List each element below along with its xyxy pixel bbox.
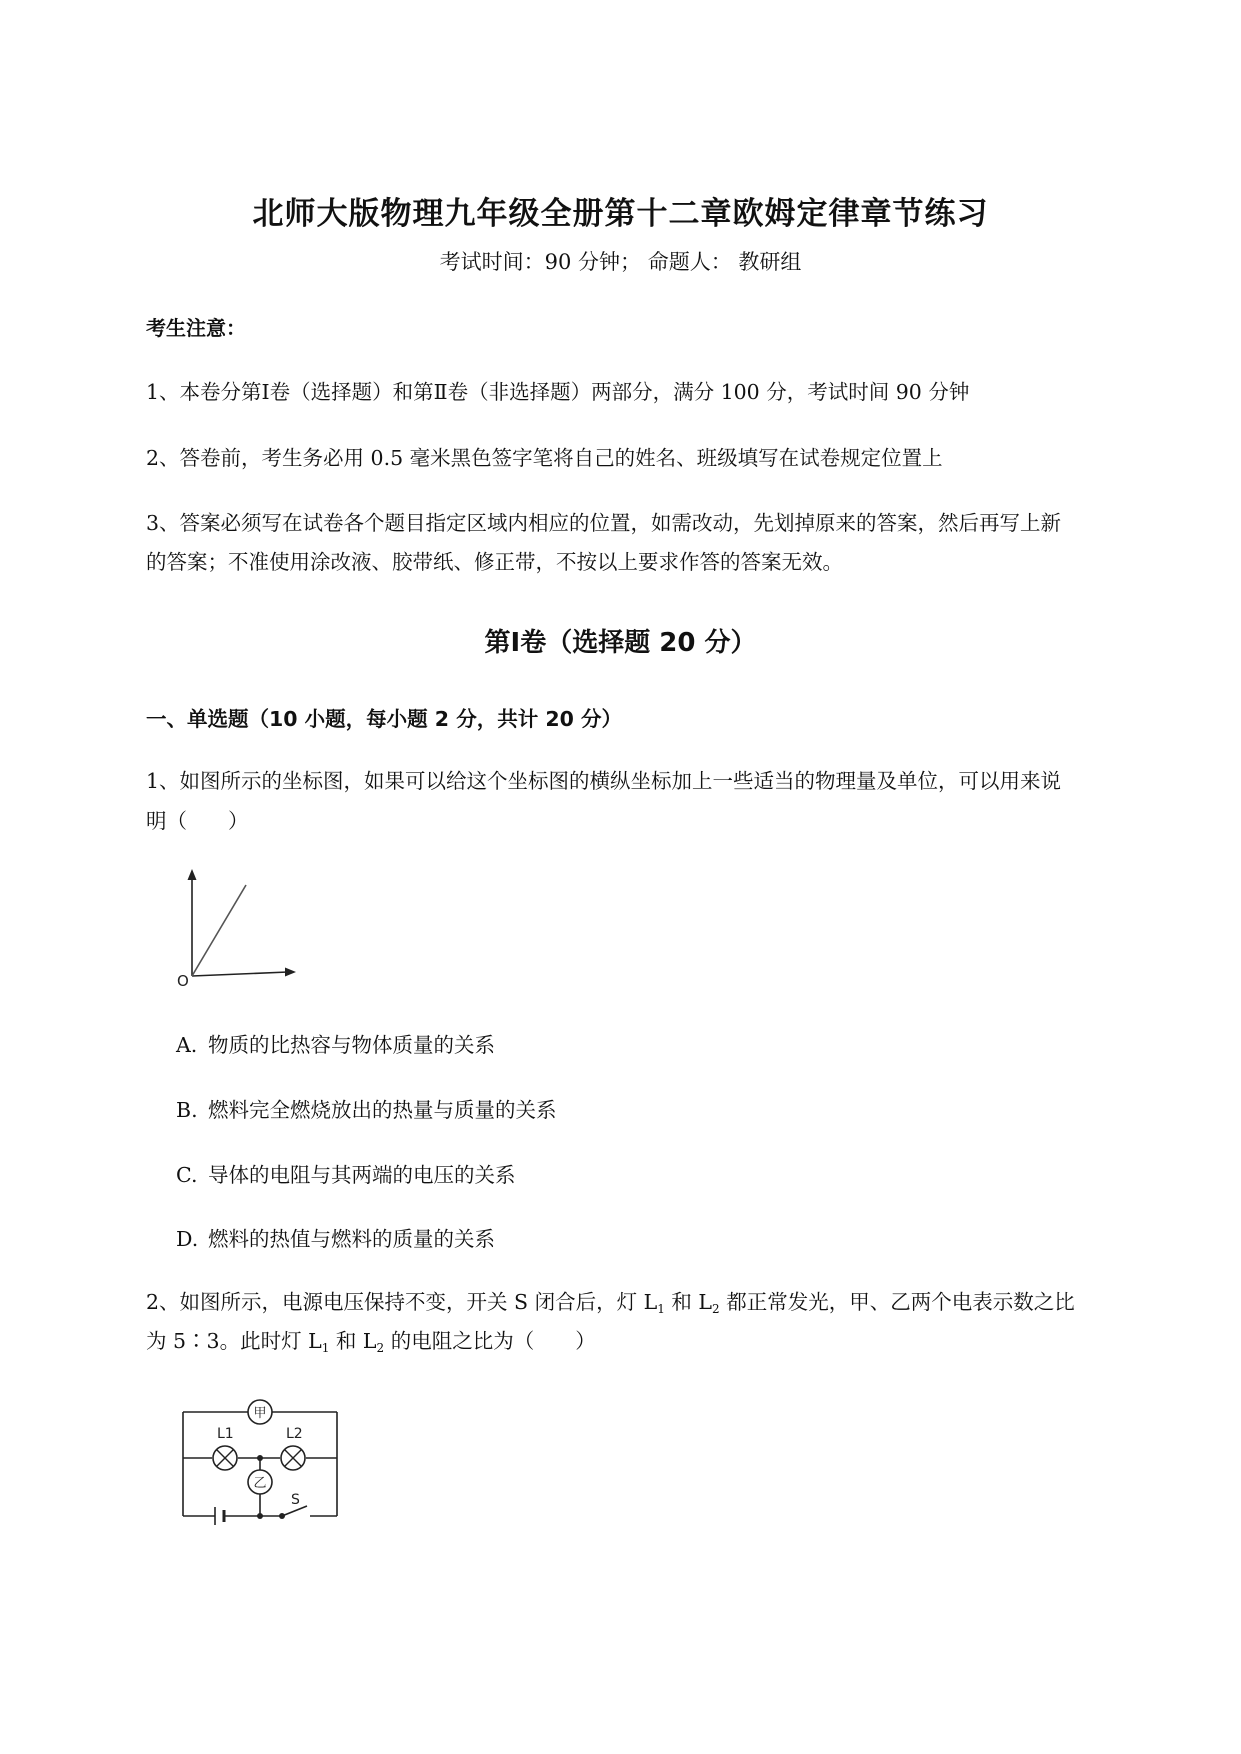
option-d-text: 燃料的热值与燃料的质量的关系	[208, 1227, 495, 1251]
option-c-text: 导体的电阻与其两端的电压的关系	[208, 1163, 516, 1187]
origin-label: O	[177, 972, 189, 990]
lamp-l2-label: L2	[286, 1426, 303, 1442]
q2-l2-a: 为 5∶3。此时灯 L	[146, 1329, 322, 1353]
option-b-letter: B.	[176, 1098, 198, 1122]
question-1-line-2: 明（ ）	[146, 809, 249, 833]
coordinate-graph	[168, 868, 304, 990]
exam-info: 考试时间：90 分钟； 命题人： 教研组	[439, 250, 802, 274]
question-2-line-2	[146, 1320, 596, 1369]
lamp-l1-label: L1	[217, 1426, 234, 1442]
q2-l1-sub2: 2	[712, 1302, 720, 1316]
option-b[interactable]	[176, 1093, 557, 1123]
q2-l1-c: 都正常发光，甲、乙两个电表示数之比	[719, 1290, 1075, 1314]
circuit-diagram	[170, 1392, 350, 1532]
switch-pivot	[279, 1513, 285, 1519]
q2-l1-a: 2、如图所示，电源电压保持不变，开关 S 闭合后，灯 L	[146, 1290, 658, 1314]
option-a[interactable]	[176, 1028, 495, 1058]
notice-heading: 考生注意：	[146, 316, 246, 340]
notice-item-1: 1、本卷分第Ⅰ卷（选择题）和第Ⅱ卷（非选择题）两部分，满分 100 分，考试时间 90 分钟	[146, 380, 970, 404]
part-heading: 一、单选题（10 小题，每小题 2 分，共计 20 分）	[146, 707, 623, 731]
notice-item-2: 2、答卷前，考生务必用 0.5 毫米黑色签字笔将自己的姓名、班级填写在试卷规定位置上	[146, 446, 943, 470]
q2-l2-b: 和 L	[329, 1329, 377, 1353]
graph-line	[192, 885, 246, 976]
question-1-line-1: 1、如图所示的坐标图，如果可以给这个坐标图的横纵坐标加上一些适当的物理量及单位，可以用来说	[146, 769, 1062, 793]
q2-l2-c: 的电阻之比为（ ）	[384, 1329, 596, 1353]
option-d-letter: D.	[176, 1227, 199, 1251]
meter-jia-label: 甲	[253, 1406, 267, 1421]
option-c-letter: C.	[176, 1163, 198, 1187]
q2-l2-sub2: 2	[376, 1341, 385, 1355]
meter-yi-label: 乙	[253, 1476, 267, 1491]
q2-l1-sub1: 1	[657, 1302, 665, 1316]
y-axis-arrow	[188, 869, 197, 880]
notice-item-3-cont: 的答案；不准使用涂改液、胶带纸、修正带，不按以上要求作答的答案无效。	[146, 550, 843, 574]
switch-label: S	[291, 1492, 300, 1508]
option-d[interactable]	[176, 1222, 495, 1252]
junction-dot	[257, 1513, 263, 1519]
page-title: 北师大版物理九年级全册第十二章欧姆定律章节练习	[252, 196, 989, 232]
q2-l2-sub1: 1	[321, 1341, 330, 1355]
q2-l1-b: 和 L	[664, 1290, 713, 1314]
x-axis-arrow	[285, 968, 296, 977]
option-b-text: 燃料完全燃烧放出的热量与质量的关系	[208, 1098, 557, 1122]
option-a-letter: A.	[176, 1033, 198, 1057]
x-axis	[192, 972, 288, 976]
section-title: 第Ⅰ卷（选择题 20 分）	[484, 628, 757, 658]
circuit-wires	[183, 1412, 337, 1516]
option-a-text: 物质的比热容与物体质量的关系	[208, 1033, 495, 1057]
option-c[interactable]	[176, 1158, 516, 1188]
junction-dot	[257, 1455, 263, 1461]
notice-item-3: 3、答案必须写在试卷各个题目指定区域内相应的位置，如需改动，先划掉原来的答案，然后再写上新	[146, 511, 1062, 535]
